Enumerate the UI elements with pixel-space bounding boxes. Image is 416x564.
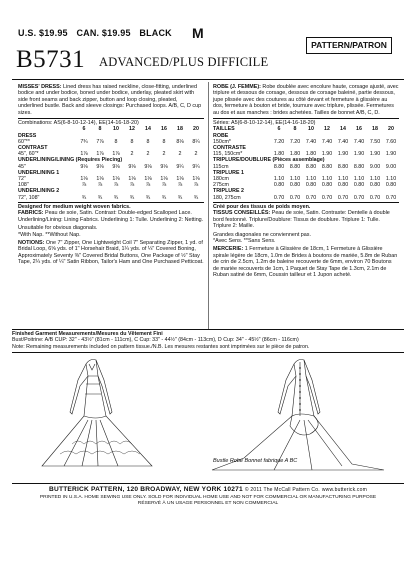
yardage-cell: ¾ xyxy=(193,194,199,201)
color-label: BLACK xyxy=(139,28,172,38)
fabric-heading: UNDERLINING/LINING (Requires Piecing) xyxy=(18,157,123,164)
size-header: 8 xyxy=(293,126,297,133)
yardage-cell: 1.90 xyxy=(337,151,349,158)
divider xyxy=(213,118,399,119)
yardage-cell: 1.90 xyxy=(321,151,333,158)
yardage-cell: 9⅛ xyxy=(160,163,168,170)
notions xyxy=(18,240,204,266)
description xyxy=(18,84,204,116)
footer-rule xyxy=(12,483,404,484)
unsuitable-note-fr: Grandes diagonales ne conviennent pas. xyxy=(213,231,312,238)
fabric-heading: CONTRASTE xyxy=(213,145,246,152)
yardage-cell: 0.80 xyxy=(305,182,317,189)
fabrics-text: Peau de soie, Satin. Contrast: Double-edged Scalloped Lace. Underlining/Lining: Lining Fabrics. Underlining 1: Tulle. Underlining 2: Netting. xyxy=(18,210,204,223)
yardage-cell: 9⅛ xyxy=(128,163,136,170)
yardage-cell: 1.90 xyxy=(385,151,397,158)
notions-text-fr: 1 Fermeture à Glissière de 18cm, 1 Fermeture à Glissière spirale légère de 18cm, 1.0m de Brides à boutons de mariée, 5.8m de Ruban de crin de 2.5cm, 1.2m de baleine recouverte de 6mm, environ 70 Boutons de mariée recouverts de 1cm, 1 Paquet de Stay Tape de 1.3cm, 2.1m de Ruban satiné de 6mm, Coussin tailleur et 1 Jupon acheté. xyxy=(213,246,398,278)
illustration-rule xyxy=(12,352,404,353)
combinations: Combinations: AS(6-8-10-12-14), EE(14-16-18-20) xyxy=(18,120,139,127)
footer-legal: PRINTED IN U.S.A. HOME SEWING USE ONLY. SOLD FOR INDIVIDUAL HOME USE AND NOT FOR COMMERCIAL OR MANUFACTURING PURPOSE xyxy=(39,495,377,500)
divider xyxy=(213,202,399,203)
yardage-cell: 7.40 xyxy=(305,138,317,145)
yardage-cell: ¾ xyxy=(161,194,167,201)
nap-note: *With Nap. **Without Nap. xyxy=(18,231,81,238)
fabric-heading: TRIPLURE/DOUBLURE (Pièces assemblage) xyxy=(213,157,325,164)
fabric-width: 150cm* xyxy=(213,138,231,145)
english-column xyxy=(18,84,204,266)
yardage-cell: 0.70 xyxy=(305,194,317,201)
fabrics xyxy=(18,210,204,223)
difficulty-level: ADVANCED/PLUS DIFFICILE xyxy=(99,55,269,69)
description-title-fr: ROBE (J. FEMME): xyxy=(213,84,261,90)
fabric-width: 115cm xyxy=(213,163,229,170)
size-header: 6 xyxy=(277,126,281,133)
size-header: 12 xyxy=(324,126,330,133)
designed-for: Designed for medium weight woven fabrics. xyxy=(18,203,131,210)
yardage-cell: ¾ xyxy=(113,194,119,201)
yardage-cell: ⅞ xyxy=(193,182,199,189)
yardage-cell: 8⅛ xyxy=(176,138,184,145)
yardage-cell: 0.70 xyxy=(273,194,285,201)
yardage-cell: 9⅛ xyxy=(144,163,152,170)
notions-fr xyxy=(213,246,399,278)
yardage-cell: 7⅞ xyxy=(96,138,104,145)
yardage-cell: 8 xyxy=(114,138,118,145)
fabric-width: 115, 150cm* xyxy=(213,151,243,158)
yardage-cell: 1.10 xyxy=(337,176,349,183)
yardage-cell: 8.80 xyxy=(305,163,317,170)
price-can: CAN. $19.95 xyxy=(76,28,131,38)
nap-note-fr: *Avec Sens. **Sans Sens. xyxy=(213,237,276,244)
yardage-cell: 1.80 xyxy=(273,151,285,158)
yardage-cell: 1.10 xyxy=(273,176,285,183)
yardage-cell: 7.50 xyxy=(369,138,381,145)
yardage-cell: 9⅛ xyxy=(96,163,104,170)
designed-for-fr: Créé pour des tissus de poids moyen. xyxy=(213,203,311,210)
footer-publisher xyxy=(12,486,404,493)
yardage-cell: ⅞ xyxy=(177,182,183,189)
notions-text: One 7" Zipper, One Lightweight Coil 7" Separating Zipper, 1 yd. of Bridal Loop, 6⅝ yds. of 1" Horsehair Braid, 1¼ yds. of ¼" Covered Boning, Approximately Seventy ⅜" Covered Bridal Buttons, One Package of ½" Stay Tape, 2¼ yds. of ¼" Satin Ribbon, Tailor's Ham and One Purchased Petticoat. xyxy=(18,239,204,266)
yardage-cell: 1.10 xyxy=(289,176,301,183)
yardage-cell: 0.70 xyxy=(369,194,381,201)
yardage-cell: 1.90 xyxy=(353,151,365,158)
fabric-heading: UNDERLINING 2 xyxy=(18,188,60,195)
yardage-cell: 8¼ xyxy=(192,138,200,145)
yardage-cell: 1⅛ xyxy=(80,176,88,183)
yardage-cell: 8 xyxy=(130,138,134,145)
finished-measurements xyxy=(12,329,404,350)
size-header: 14 xyxy=(340,126,346,133)
fabric-width: 45", 60"* xyxy=(18,151,39,158)
yardage-cell: 9¼ xyxy=(176,163,184,170)
yardage-cell: 8.80 xyxy=(289,163,301,170)
footer-legal-fr: RÉSERVÉ À UN USAGE PERSONNEL ET NON COMMERCIAL xyxy=(137,501,279,507)
yardage-row xyxy=(213,195,399,201)
yardage-cell: 1.10 xyxy=(353,176,365,183)
fabrics-title-fr: TISSUS CONSEILLÉS: xyxy=(213,210,271,217)
yardage-cell: ⅞ xyxy=(81,182,87,189)
fabric-width: 72", 108" xyxy=(18,194,40,201)
yardage-cell: 7.40 xyxy=(321,138,333,145)
yardage-cell: 7.40 xyxy=(353,138,365,145)
yardage-cell: 0.80 xyxy=(385,182,397,189)
size-header-label: TAILLES xyxy=(213,126,235,133)
series: Séries: A5(6-8-10-12-14), EE(14-16-18-20) xyxy=(213,120,316,127)
french-column xyxy=(213,84,399,278)
size-header: 14 xyxy=(145,126,151,133)
description-text-fr: Robe doublée avec encolure haute, corsage ajusté, avec triplure et dessous de corsage, dessous de corsage baleiné, partie dessous, jupe plissée avec des coutures au côté devant et fermeture à glissière au dos, fermeture à bouton et bride, tournure avec triplure, plissée. Fermetures au dos et aux manches : brides achetées. Tailles de bonnet A/B, C, D. xyxy=(213,84,399,116)
fabric-heading: ROBE xyxy=(213,132,229,139)
header-rule xyxy=(12,79,404,80)
description-title: MISSES' DRESS: xyxy=(18,84,62,90)
yardage-cell: 0.80 xyxy=(273,182,285,189)
yardage-cell: 1⅛ xyxy=(160,176,168,183)
footer xyxy=(12,486,404,507)
yardage-cell: 7.60 xyxy=(385,138,397,145)
size-header: 18 xyxy=(177,126,183,133)
size-header: 20 xyxy=(193,126,199,133)
yardage-cell: 9⅛ xyxy=(112,163,120,170)
yardage-cell: 0.70 xyxy=(321,194,333,201)
fabric-heading: TRIPLURE 1 xyxy=(213,169,244,176)
description-text: Lined dress has raised neckline, close-fitting, underlined bodice and under bodice, boned under bodice, underlay, pleated skirt with side front seams and back zipper, button and loop closing, pleated, underlined bustle. Back and sleeve closings: Purchased loops. A/B, C, D cup sizes. xyxy=(18,84,202,116)
yardage-table xyxy=(18,126,204,200)
yardage-cell: 1⅛ xyxy=(176,176,184,183)
yardage-cell: 1⅞ xyxy=(80,151,88,158)
front-view-dress xyxy=(42,360,152,467)
back-view-dress xyxy=(212,360,384,471)
fabric-heading: TRIPLURE 2 xyxy=(213,188,244,195)
fabrics-text-fr: Peau de soie, Satin. Contraste: Dentelle à double bord festonné. Triplure/Doublure: Tissus de doublure. Triplure 1: Tulle. Triplure 2: Maille. xyxy=(213,210,390,230)
metrage-table xyxy=(213,126,399,200)
yardage-cell: 1⅛ xyxy=(192,176,200,183)
fabric-heading: UNDERLINING 1 xyxy=(18,169,60,176)
size-header: 12 xyxy=(129,126,135,133)
yardage-cell: ⅞ xyxy=(161,182,167,189)
yardage-cell: 0.70 xyxy=(353,194,365,201)
yardage-cell: ⅞ xyxy=(129,182,135,189)
bust-measurements: Bust/Poitrine: A/B CUP: 32" - 43½" (81cm - 111cm), C Cup: 33" - 44½" (84cm - 113cm), D Cup: 34" - 45½" (86cm - 116cm) xyxy=(12,337,299,344)
size-letter: M xyxy=(192,25,204,41)
yardage-cell: 8.80 xyxy=(273,163,285,170)
yardage-cell: 1⅞ xyxy=(96,151,104,158)
yardage-cell: 1.10 xyxy=(385,176,397,183)
illustration-credit: Bustle Robe Bonnet fabrique A BC xyxy=(213,458,298,464)
unsuitable-note: Unsuitable for obvious diagonals. xyxy=(18,225,98,232)
yardage-cell: 1⅛ xyxy=(96,176,104,183)
yardage-cell: ¾ xyxy=(177,194,183,201)
yardage-cell: 8.80 xyxy=(321,163,333,170)
publisher-address: BUTTERICK PATTERN, 120 BROADWAY, NEW YORK 10271 xyxy=(49,486,243,493)
yardage-cell: 1⅞ xyxy=(112,151,120,158)
size-header: 16 xyxy=(356,126,362,133)
website: www.butterick.com xyxy=(321,487,367,493)
price-line xyxy=(18,28,178,38)
size-header: 10 xyxy=(308,126,314,133)
size-header: 8 xyxy=(98,126,102,133)
fabric-heading: DRESS xyxy=(18,132,37,139)
price-us: U.S. $19.95 xyxy=(18,28,68,38)
yardage-cell: 0.80 xyxy=(337,182,349,189)
yardage-cell: 8 xyxy=(162,138,166,145)
fabric-width: 72" xyxy=(18,176,26,183)
yardage-cell: 1.90 xyxy=(369,151,381,158)
yardage-cell: ⅞ xyxy=(97,182,103,189)
size-header: 10 xyxy=(113,126,119,133)
size-header: 6 xyxy=(82,126,86,133)
size-header: 16 xyxy=(161,126,167,133)
divider xyxy=(18,202,204,203)
notions-title: NOTIONS: xyxy=(18,239,45,246)
fabric-width: 180cm xyxy=(213,176,229,183)
yardage-cell: 1.10 xyxy=(369,176,381,183)
yardage-cell: 7.40 xyxy=(337,138,349,145)
yardage-cell: 1.10 xyxy=(321,176,333,183)
yardage-cell: 9.00 xyxy=(369,163,381,170)
yardage-cell: 8.80 xyxy=(353,163,365,170)
yardage-cell: 9⅛ xyxy=(80,163,88,170)
yardage-cell: 0.70 xyxy=(385,194,397,201)
yardage-cell: ⅞ xyxy=(113,182,119,189)
yardage-cell: 8 xyxy=(146,138,150,145)
size-header: 20 xyxy=(388,126,394,133)
dress-illustration xyxy=(12,354,404,474)
yardage-cell: 2 xyxy=(162,151,166,158)
yardage-cell: ¾ xyxy=(97,194,103,201)
yardage-cell: 0.80 xyxy=(369,182,381,189)
yardage-cell: 1.80 xyxy=(305,151,317,158)
finished-title: Finished Garment Measurements/Mesures du Vêtement Fini xyxy=(12,331,163,337)
yardage-cell: 2 xyxy=(130,151,134,158)
yardage-cell: 0.70 xyxy=(289,194,301,201)
yardage-cell: 2 xyxy=(146,151,150,158)
yardage-cell: 1⅛ xyxy=(112,176,120,183)
fabrics-title: FABRICS: xyxy=(18,210,44,217)
yardage-cell: 1.10 xyxy=(305,176,317,183)
yardage-cell: 1.80 xyxy=(289,151,301,158)
fabric-heading: CONTRAST xyxy=(18,145,48,152)
divider xyxy=(18,118,204,119)
yardage-cell: 0.80 xyxy=(289,182,301,189)
yardage-cell: 7.20 xyxy=(289,138,301,145)
yardage-cell: 8.80 xyxy=(337,163,349,170)
column-divider xyxy=(208,82,209,330)
yardage-cell: 0.80 xyxy=(321,182,333,189)
yardage-cell: ⅞ xyxy=(145,182,151,189)
description-fr xyxy=(213,84,399,116)
yardage-cell: ¾ xyxy=(145,194,151,201)
fabric-width: 180, 275cm xyxy=(213,194,241,201)
yardage-cell: 1⅛ xyxy=(144,176,152,183)
yardage-cell: 2 xyxy=(194,151,198,158)
yardage-cell: ¾ xyxy=(81,194,87,201)
pattern-label: PATTERN/PATRON xyxy=(306,37,392,54)
yardage-cell: 0.80 xyxy=(353,182,365,189)
fabrics-fr xyxy=(213,210,399,229)
yardage-cell: 1⅛ xyxy=(128,176,136,183)
size-header: 18 xyxy=(372,126,378,133)
yardage-row xyxy=(18,195,204,201)
measurements-note: Note: Remaining measurements included on pattern tissue./N.B. Les mesures restantes sont imprimées sur le pièce de patron. xyxy=(12,343,310,350)
yardage-cell: ¾ xyxy=(129,194,135,201)
yardage-cell: 9.00 xyxy=(385,163,397,170)
yardage-cell: 9¼ xyxy=(192,163,200,170)
fabric-width: 45" xyxy=(18,163,26,170)
fabric-width: 275cm xyxy=(213,182,229,189)
yardage-cell: 0.70 xyxy=(337,194,349,201)
pattern-number: B5731 xyxy=(16,46,86,73)
fabric-width: 108" xyxy=(18,182,29,189)
copyright: © 2011 The McCall Pattern Co. xyxy=(244,487,320,493)
fabric-width: 60"** xyxy=(18,138,30,145)
notions-title-fr: MERCERIE: xyxy=(213,246,244,253)
yardage-cell: 2 xyxy=(178,151,182,158)
yardage-cell: 7.20 xyxy=(273,138,285,145)
yardage-cell: 7¾ xyxy=(80,138,88,145)
